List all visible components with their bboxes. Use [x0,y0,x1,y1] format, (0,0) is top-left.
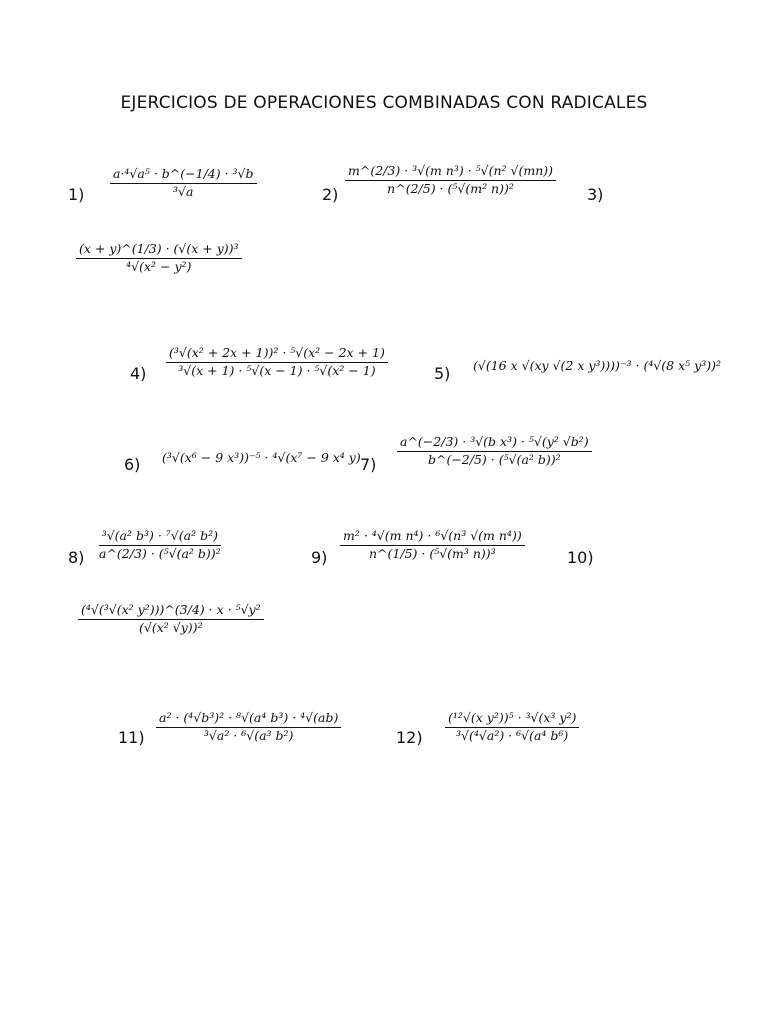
exercise-label-3: 3) [587,185,604,204]
exercise-label-1: 1) [68,185,85,204]
exercise-label-10: 10) [567,548,594,567]
exercise-expression-5 [473,360,721,373]
exercise-denominator-7: b^(−2/5) · (⁵√(a² b))² [427,451,561,467]
exercise-label-9: 9) [311,548,328,567]
exercise-numerator-11: a² · (⁴√b³)² · ⁸√(a⁴ b³) · ⁴√(ab) [156,712,341,728]
exercise-expression-7 [397,436,592,466]
exercise-expression-1 [110,168,257,198]
exercise-denominator-9: n^(1/5) · (⁵√(m³ n))³ [369,545,496,561]
exercise-expression-11 [156,712,341,742]
exercise-numerator-8: ³√(a² b³) · ⁷√(a² b²) [99,530,221,546]
exercise-denominator-10: (√(x² √y))² [139,619,203,635]
exercise-expression-4 [166,347,388,377]
exercise-numerator-4: (³√(x² + 2x + 1))² · ⁵√(x² − 2x + 1) [166,347,388,363]
exercise-label-2: 2) [322,185,339,204]
exercise-denominator-12: ³√(⁴√a²) · ⁶√(a⁴ b⁶) [456,727,569,743]
exercise-label-11: 11) [118,728,145,747]
exercise-numerator-10: (⁴√(³√(x² y²)))^(3/4) · x · ⁵√y² [78,604,264,620]
exercise-text-5: (√(16 x √(xy √(2 x y³))))⁻³ · (⁴√(8 x⁵ y³))² [473,358,721,374]
exercise-numerator-7: a^(−2/3) · ³√(b x³) · ⁵√(y² √b²) [397,436,592,452]
exercise-text-6: (³√(x⁶ − 9 x³))⁻⁵ · ⁴√(x⁷ − 9 x⁴ y) [162,450,361,466]
exercise-denominator-1: ³√a [173,183,194,199]
exercise-numerator-2: m^(2/3) · ³√(m n³) · ⁵√(n² √(mn)) [345,165,556,181]
exercise-expression-8 [96,530,224,560]
exercise-numerator-3: (x + y)^(1/3) · (√(x + y))³ [76,243,242,259]
exercise-numerator-1: a·⁴√a⁵ · b^(−1/4) · ³√b [110,168,257,184]
exercise-denominator-2: n^(2/5) · (⁵√(m² n))² [387,180,514,196]
exercise-denominator-8: a^(2/3) · (⁵√(a² b))² [99,545,221,561]
exercise-label-6: 6) [124,455,141,474]
exercise-denominator-3: ⁴√(x² − y²) [126,258,192,274]
exercise-numerator-9: m² · ⁴√(m n⁴) · ⁶√(n³ √(m n⁴)) [340,530,525,546]
exercise-label-12: 12) [396,728,423,747]
exercise-expression-10 [78,604,264,634]
exercise-expression-2 [345,165,556,195]
exercise-expression-3 [76,243,242,273]
exercise-expression-12 [445,712,579,742]
exercise-label-5: 5) [434,364,451,383]
exercise-expression-6 [162,452,361,465]
exercise-expression-9 [340,530,525,560]
exercise-denominator-11: ³√a² · ⁶√(a³ b²) [203,727,294,743]
exercise-label-8: 8) [68,548,85,567]
exercise-label-7: 7) [360,455,377,474]
exercise-denominator-4: ³√(x + 1) · ⁵√(x − 1) · ⁵√(x² − 1) [178,362,376,378]
page-title: EJERCICIOS DE OPERACIONES COMBINADAS CON RADICALES [120,93,648,113]
exercise-label-4: 4) [130,364,147,383]
exercise-numerator-12: (¹²√(x y²))⁵ · ³√(x³ y²) [445,712,579,728]
